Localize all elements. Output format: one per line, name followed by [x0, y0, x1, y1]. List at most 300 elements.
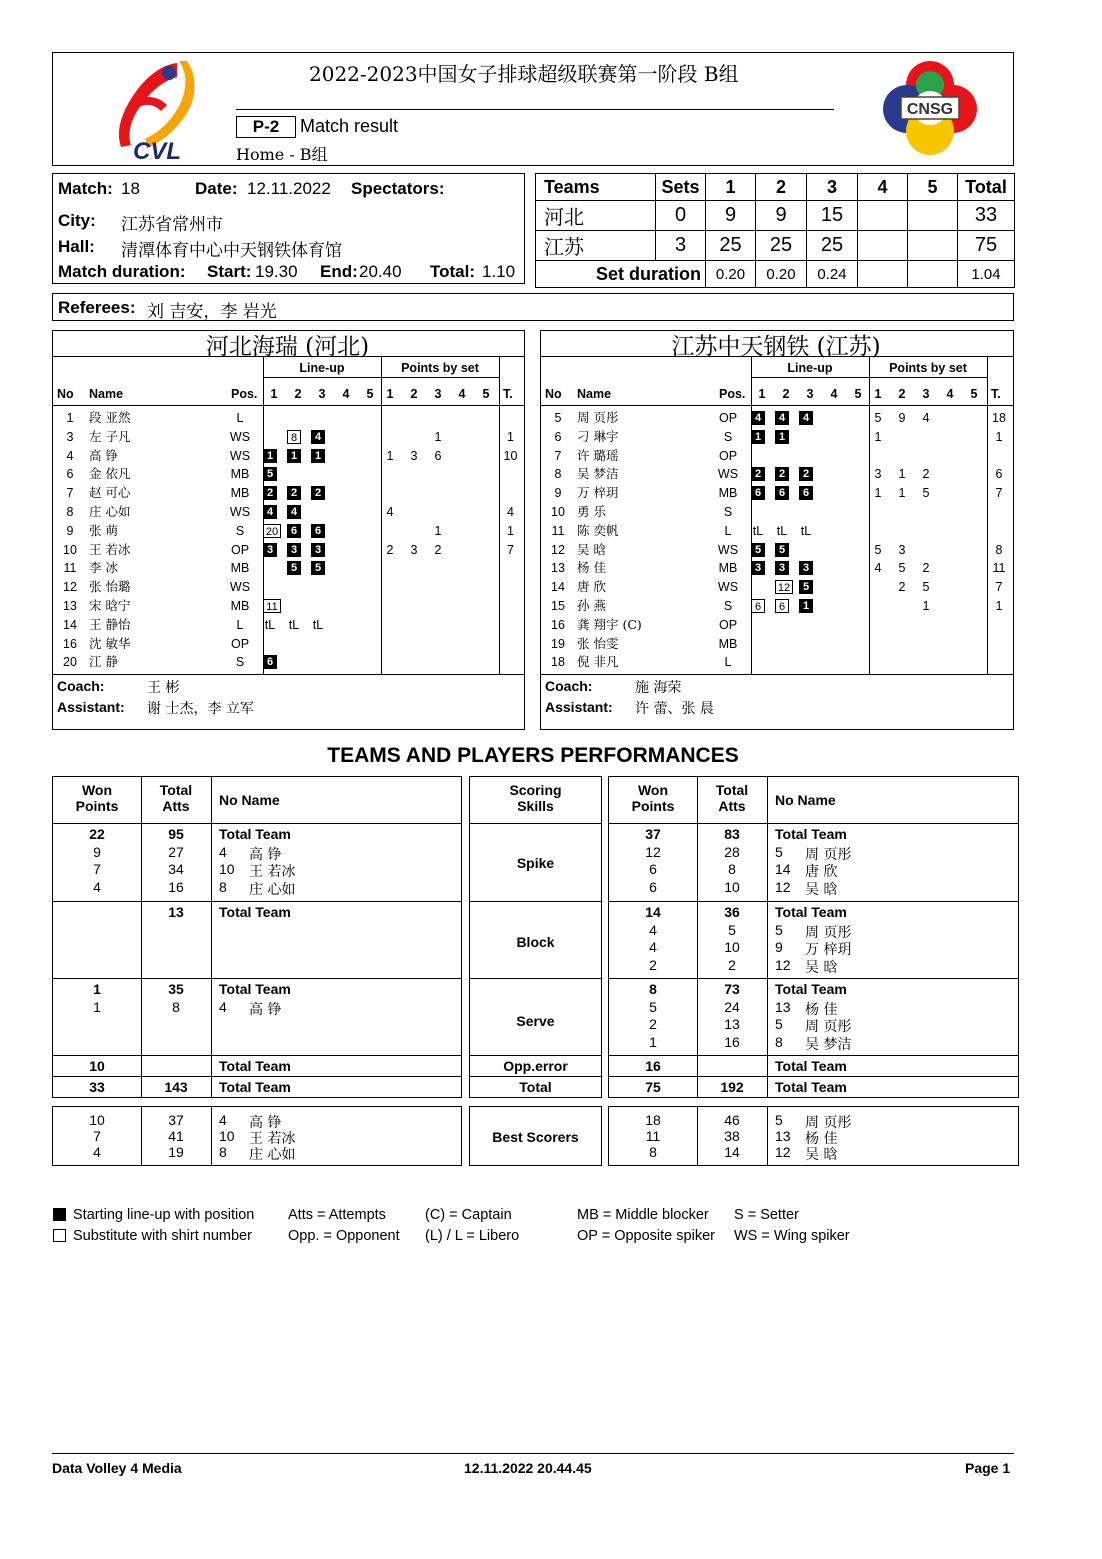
- col-total: T.: [503, 387, 513, 401]
- player-position: WS: [229, 448, 251, 463]
- best-won-value: 18: [645, 1112, 661, 1128]
- col-lineup-set: 2: [294, 387, 302, 401]
- best-won-value: 10: [89, 1112, 105, 1128]
- player-name: 刁 琳宇: [577, 428, 619, 444]
- starting-position-box: 5: [287, 561, 301, 575]
- points-set-value: 1: [434, 523, 442, 538]
- player-row: [53, 635, 522, 654]
- total-team: Total Team: [219, 1079, 291, 1095]
- spectators-label: Spectators:: [351, 179, 445, 198]
- footer-timestamp: 12.11.2022 20.44.45: [464, 1460, 592, 1476]
- best-player-number: 8: [219, 1144, 227, 1160]
- player-row: [53, 484, 522, 503]
- results-head-4: 4: [858, 174, 908, 201]
- section-rule: [470, 1055, 601, 1056]
- points-set-value: 5: [922, 486, 930, 501]
- section-rule: [470, 901, 601, 902]
- player-row: [541, 635, 1011, 654]
- legend-libero: (L) / L = Libero: [425, 1228, 520, 1244]
- points-set-value: 5: [874, 542, 882, 557]
- legend-op: OP = Opposite spiker: [577, 1228, 715, 1244]
- total-team-label: Total Team: [219, 981, 291, 997]
- points-set-value: 5: [922, 580, 930, 595]
- player-position: L: [236, 617, 244, 632]
- player-name: 万 梓玥: [577, 485, 619, 501]
- player-number: 15: [551, 599, 565, 613]
- best-player-number: 13: [775, 1128, 791, 1144]
- starting-position-box: 1: [263, 449, 277, 463]
- results-row-home: [536, 201, 1015, 231]
- starting-position-box: 1: [751, 430, 765, 444]
- starting-position-box: 5: [799, 580, 813, 594]
- set-duration-row: [536, 261, 1015, 288]
- result-set3: 15: [807, 201, 858, 231]
- coach-name: 施 海荣: [635, 680, 682, 697]
- col-no: No: [545, 387, 562, 401]
- points-set-value: 2: [922, 467, 930, 482]
- report-code: P-2: [236, 116, 296, 138]
- player-row: [541, 578, 1011, 597]
- won-points-value: 22: [89, 826, 105, 842]
- total-team-label: Total Team: [219, 904, 291, 920]
- total-atts-value: 36: [724, 904, 740, 920]
- total-atts-value: 35: [168, 981, 184, 997]
- legend-ws: WS = Wing spiker: [734, 1228, 850, 1244]
- total-label: Total:: [430, 262, 476, 281]
- starting-position-box: 4: [287, 505, 301, 519]
- points-set-value: 2: [434, 542, 442, 557]
- player-name: 勇 乐: [577, 504, 606, 519]
- player-row: [541, 428, 1011, 447]
- result-set1: 9: [706, 201, 756, 231]
- lineup-libero: tL: [264, 617, 276, 632]
- player-row: [53, 409, 522, 428]
- no-name-head: No Name: [219, 792, 280, 808]
- won-points-value: 1: [93, 998, 101, 1015]
- won-points-value: 1: [649, 1033, 657, 1050]
- starting-position-box: 3: [287, 543, 301, 557]
- best-scorers-home: [52, 1106, 462, 1166]
- starting-position-box: 2: [751, 467, 765, 481]
- total-atts-value: 27: [168, 843, 184, 860]
- player-row: [541, 559, 1011, 578]
- result-set2: 25: [756, 231, 807, 261]
- player-position: S: [723, 599, 733, 613]
- starting-position-box: 2: [799, 467, 813, 481]
- section-rule: [609, 823, 1018, 824]
- points-set-value: 1: [386, 448, 394, 463]
- won-points-value: 12: [645, 843, 661, 860]
- total-atts-value: 2: [728, 956, 736, 973]
- points-set-value: 3: [874, 467, 882, 482]
- player-name: 高 铮: [89, 447, 118, 463]
- team-title: 河北海瑞 (河北): [205, 334, 370, 360]
- date-label: Date:: [195, 179, 238, 198]
- player-total: 1: [507, 429, 514, 444]
- player-number: 14: [63, 617, 77, 632]
- player-position: S: [235, 523, 245, 538]
- player-row: [53, 522, 522, 541]
- total-atts-value: 16: [168, 878, 184, 895]
- result-set4: [858, 201, 908, 231]
- coach-label: Coach:: [545, 678, 593, 695]
- total-atts: 192: [720, 1079, 744, 1095]
- player-name: 张 萌: [89, 522, 118, 538]
- section-rule: [53, 823, 461, 824]
- hall-value: 清潭体育中心中天钢铁体育馆: [121, 241, 342, 261]
- player-position: OP: [718, 617, 738, 632]
- points-set-value: 6: [434, 448, 442, 463]
- starting-position-box: 1: [287, 449, 301, 463]
- player-total: 1: [507, 523, 514, 538]
- substitute-number-box: 8: [287, 430, 301, 444]
- player-row: [53, 428, 522, 447]
- player-row: [541, 409, 1011, 428]
- results-head-sets: Sets: [656, 174, 706, 201]
- player-name: 高 铮: [249, 846, 282, 863]
- atts-divider: [211, 777, 212, 1097]
- colhead-rule: [541, 405, 1013, 406]
- col-lineup-set: 1: [270, 387, 278, 401]
- total-team-label: Total Team: [775, 826, 847, 842]
- player-row: [541, 597, 1011, 616]
- team-title: 江苏中天钢铁 (江苏): [671, 334, 881, 360]
- player-name: 左 子凡: [89, 428, 131, 444]
- total-team-label: Total Team: [219, 826, 291, 842]
- player-position: L: [724, 523, 732, 538]
- legend-substitute-square: [53, 1229, 66, 1242]
- starting-position-box: 6: [751, 486, 765, 500]
- footer-page: Page 1: [965, 1460, 1011, 1476]
- scoring-skills-head: Scoring Skills: [509, 782, 562, 814]
- opp-error-won: 10: [89, 1058, 105, 1074]
- player-number: 18: [551, 655, 565, 670]
- player-name: 周 页彤: [577, 410, 619, 425]
- col-total: T.: [991, 387, 1001, 401]
- player-number: 9: [66, 523, 74, 538]
- player-row: [53, 653, 522, 672]
- won-points-value: 4: [649, 939, 657, 955]
- results-head-teams: Teams: [536, 174, 656, 201]
- total-atts-value: 28: [724, 843, 740, 860]
- legend-atts: Atts = Attempts: [288, 1207, 386, 1223]
- lineup-head: Line-up: [299, 361, 345, 375]
- result-total: 75: [958, 231, 1015, 261]
- player-position: WS: [229, 505, 251, 519]
- won-divider: [141, 777, 142, 1097]
- player-number: 10: [551, 505, 565, 519]
- header-box: [52, 52, 1014, 166]
- col-lineup-set: 4: [830, 387, 838, 401]
- player-name: 王 若冰: [249, 864, 296, 880]
- col-points-set: 1: [386, 387, 394, 401]
- total-atts-head: Total Atts: [715, 782, 749, 814]
- points-set-value: 9: [898, 411, 906, 425]
- match-label: Match:: [58, 179, 113, 198]
- starting-position-box: 6: [799, 486, 813, 500]
- total-atts-value: 16: [724, 1033, 740, 1050]
- player-position: OP: [718, 448, 738, 463]
- skill-serve: Serve: [516, 1013, 555, 1029]
- player-row: [53, 616, 522, 635]
- date-value: 12.11.2022: [247, 179, 331, 198]
- roster-home: [52, 330, 525, 730]
- starting-position-box: 3: [799, 561, 813, 575]
- skill-total: Total: [519, 1079, 552, 1095]
- points-set-value: 1: [434, 429, 442, 444]
- player-name: 张 怡雯: [577, 635, 619, 651]
- best-won-value: 4: [93, 1144, 101, 1160]
- result-set1: 25: [706, 231, 756, 261]
- section-rule: [609, 901, 1018, 902]
- coach-label: Coach:: [57, 678, 105, 695]
- substitute-number-box: 20: [263, 524, 281, 538]
- substitute-number-box: 6: [775, 599, 789, 613]
- player-number: 8: [66, 505, 74, 519]
- total-team-label: Total Team: [775, 904, 847, 920]
- set-duration-2: 0.20: [756, 261, 807, 288]
- result-sets: 0: [656, 201, 706, 231]
- col-lineup-set: 1: [758, 387, 766, 401]
- player-name: 杨 佳: [577, 560, 606, 576]
- points-set-value: 4: [386, 505, 394, 519]
- col-points-set: 2: [898, 387, 906, 401]
- player-number: 5: [554, 411, 562, 425]
- set-duration-total: 1.04: [958, 261, 1015, 288]
- atts-divider: [767, 1107, 768, 1165]
- total-won: 33: [89, 1079, 105, 1095]
- player-position: MB: [230, 599, 250, 613]
- player-number: 13: [63, 599, 77, 613]
- player-name: 孙 燕: [577, 598, 606, 613]
- col-lineup-set: 4: [342, 387, 350, 401]
- points-set-value: 1: [874, 429, 882, 444]
- set-duration-1: 0.20: [706, 261, 756, 288]
- assistant-name: 许 蕾、张 晨: [635, 701, 714, 718]
- legend-starting: Starting line-up with position: [73, 1207, 255, 1223]
- player-name: 吴 晗: [577, 541, 606, 557]
- results-head-1: 1: [706, 174, 756, 201]
- player-row: [541, 503, 1011, 522]
- player-position: OP: [718, 411, 738, 425]
- starting-position-box: 5: [751, 543, 765, 557]
- subhead-rule: [751, 377, 987, 378]
- best-won-value: 8: [649, 1144, 657, 1160]
- player-number: 11: [63, 561, 77, 576]
- won-points-value: 2: [649, 1016, 657, 1032]
- substitute-number-box: 6: [751, 599, 765, 613]
- set-duration-label: Set duration: [536, 261, 706, 288]
- starting-position-box: 5: [263, 467, 277, 481]
- player-number: 14: [775, 861, 791, 877]
- player-number: 11: [551, 523, 565, 538]
- player-number: 6: [66, 467, 74, 482]
- result-team: 江苏: [536, 231, 656, 261]
- player-row: [541, 541, 1011, 560]
- best-scorers-label-box: [469, 1106, 602, 1166]
- player-name: 江 静: [89, 654, 118, 670]
- player-name: 吴 晗: [805, 881, 838, 898]
- coach-name: 王 彬: [147, 680, 180, 697]
- starting-position-box: 3: [311, 543, 325, 557]
- player-total: 8: [995, 542, 1003, 557]
- section-rule: [470, 823, 601, 824]
- cvl-logo-text: CVL: [133, 138, 181, 163]
- best-player-number: 10: [219, 1128, 235, 1144]
- section-rule: [53, 978, 461, 979]
- page-title: 2022-2023中国女子排球超级联赛第一阶段 B组: [309, 62, 739, 86]
- section-rule: [53, 901, 461, 902]
- lineup-libero: tL: [776, 523, 788, 538]
- duration-label: Match duration:: [58, 262, 186, 281]
- won-points-value: 6: [649, 878, 657, 895]
- player-number: 8: [775, 1033, 783, 1050]
- player-number: 9: [554, 486, 562, 501]
- performance-away: [608, 776, 1019, 1098]
- col-pos: Pos.: [231, 387, 258, 401]
- player-name: 李 冰: [89, 560, 118, 576]
- col-points-set: 3: [922, 387, 930, 401]
- player-name: 龚 翔宇 (C): [577, 616, 642, 632]
- player-position: WS: [229, 429, 251, 444]
- result-set5: [908, 231, 958, 261]
- total-atts-value: 5: [728, 921, 736, 938]
- player-row: [53, 447, 522, 466]
- best-player-name: 周 页彤: [805, 1115, 852, 1131]
- total-won: 75: [645, 1079, 661, 1095]
- player-number: 20: [63, 655, 77, 670]
- starting-position-box: 6: [775, 486, 789, 500]
- player-name: 庄 心如: [89, 504, 131, 519]
- starting-position-box: 3: [751, 561, 765, 575]
- end-value: 20.40: [359, 262, 402, 281]
- legend-s: S = Setter: [734, 1207, 799, 1223]
- best-player-name: 高 铮: [249, 1115, 282, 1131]
- player-position: L: [236, 411, 244, 425]
- total-atts: 143: [164, 1079, 188, 1095]
- points-set-value: 3: [410, 448, 418, 463]
- points-by-set-head: Points by set: [889, 361, 967, 375]
- player-number: 3: [66, 429, 74, 444]
- subhead-rule: [263, 377, 499, 378]
- points-set-value: 2: [386, 542, 394, 557]
- player-position: MB: [718, 636, 738, 651]
- player-name: 周 页彤: [805, 846, 852, 863]
- points-set-value: 1: [922, 599, 930, 613]
- results-head-2: 2: [756, 174, 807, 201]
- player-number: 13: [775, 998, 791, 1015]
- player-total: 7: [507, 542, 514, 557]
- player-position: MB: [230, 561, 250, 576]
- starting-position-box: 4: [311, 430, 325, 444]
- starting-position-box: 3: [775, 561, 789, 575]
- section-rule: [53, 1055, 461, 1056]
- player-position: MB: [230, 467, 250, 482]
- starting-position-box: 2: [775, 467, 789, 481]
- player-number: 4: [219, 998, 227, 1015]
- col-points-set: 4: [458, 387, 466, 401]
- player-position: WS: [717, 467, 739, 482]
- player-row: [53, 578, 522, 597]
- player-position: OP: [230, 542, 250, 557]
- won-points-value: 37: [645, 826, 661, 842]
- points-set-value: 1: [898, 467, 906, 482]
- col-lineup-set: 5: [854, 387, 862, 401]
- player-number: 7: [554, 448, 562, 463]
- result-total: 33: [958, 201, 1015, 231]
- total-atts-value: 34: [168, 861, 184, 877]
- player-number: 8: [219, 878, 227, 895]
- result-set5: [908, 201, 958, 231]
- col-lineup-set: 3: [806, 387, 814, 401]
- total-atts-value: 8: [172, 998, 180, 1015]
- best-scorers-away: [608, 1106, 1019, 1166]
- section-rule: [470, 978, 601, 979]
- total-team-label: Total Team: [775, 981, 847, 997]
- skill-block: Block: [516, 934, 555, 950]
- player-number: 1: [66, 411, 74, 425]
- player-total: 1: [995, 429, 1003, 444]
- player-number: 10: [63, 542, 77, 557]
- won-points-value: 9: [93, 843, 101, 860]
- col-name: Name: [89, 387, 124, 401]
- player-number: 16: [551, 617, 565, 632]
- match-info-box: [52, 173, 525, 284]
- points-set-value: 1: [874, 486, 882, 501]
- total-team: Total Team: [775, 1079, 847, 1095]
- footer-rule: [52, 1453, 1014, 1454]
- legend-opp: Opp. = Opponent: [288, 1228, 400, 1244]
- no-name-head: No Name: [775, 792, 836, 808]
- player-number: 4: [219, 843, 227, 860]
- best-won-value: 7: [93, 1128, 101, 1144]
- set-duration-3: 0.24: [807, 261, 858, 288]
- cnsg-logo-text: CNSG: [906, 101, 954, 118]
- result-sets: 3: [656, 231, 706, 261]
- player-name: 吴 梦洁: [805, 1036, 852, 1053]
- player-name: 庄 心如: [249, 881, 296, 898]
- footer-left: Data Volley 4 Media: [52, 1460, 182, 1476]
- performance-title: TEAMS AND PLAYERS PERFORMANCES: [327, 744, 739, 767]
- set-duration-4: [858, 261, 908, 288]
- result-set3: 25: [807, 231, 858, 261]
- player-number: 12: [63, 580, 77, 595]
- player-number: 4: [66, 448, 74, 463]
- player-row: [53, 541, 522, 560]
- hall-label: Hall:: [58, 237, 95, 256]
- legend-starting-square: [53, 1208, 66, 1221]
- total-atts-value: 95: [168, 826, 184, 842]
- player-number: 14: [551, 580, 565, 595]
- best-atts-value: 19: [168, 1144, 184, 1160]
- player-name: 倪 非凡: [577, 654, 619, 670]
- result-set4: [858, 231, 908, 261]
- player-total: 18: [992, 411, 1006, 425]
- col-pos: Pos.: [719, 387, 746, 401]
- won-points-value: 4: [93, 878, 101, 895]
- substitute-number-box: 11: [263, 599, 281, 613]
- player-total: 7: [995, 580, 1003, 595]
- player-number: 16: [63, 636, 77, 651]
- player-name: 吴 晗: [805, 959, 838, 976]
- results-head-3: 3: [807, 174, 858, 201]
- referees-box: [52, 293, 1014, 321]
- player-position: MB: [718, 486, 738, 501]
- results-head-5: 5: [908, 174, 958, 201]
- lineup-libero: tL: [800, 523, 812, 538]
- player-position: WS: [717, 542, 739, 557]
- best-player-number: 12: [775, 1144, 791, 1160]
